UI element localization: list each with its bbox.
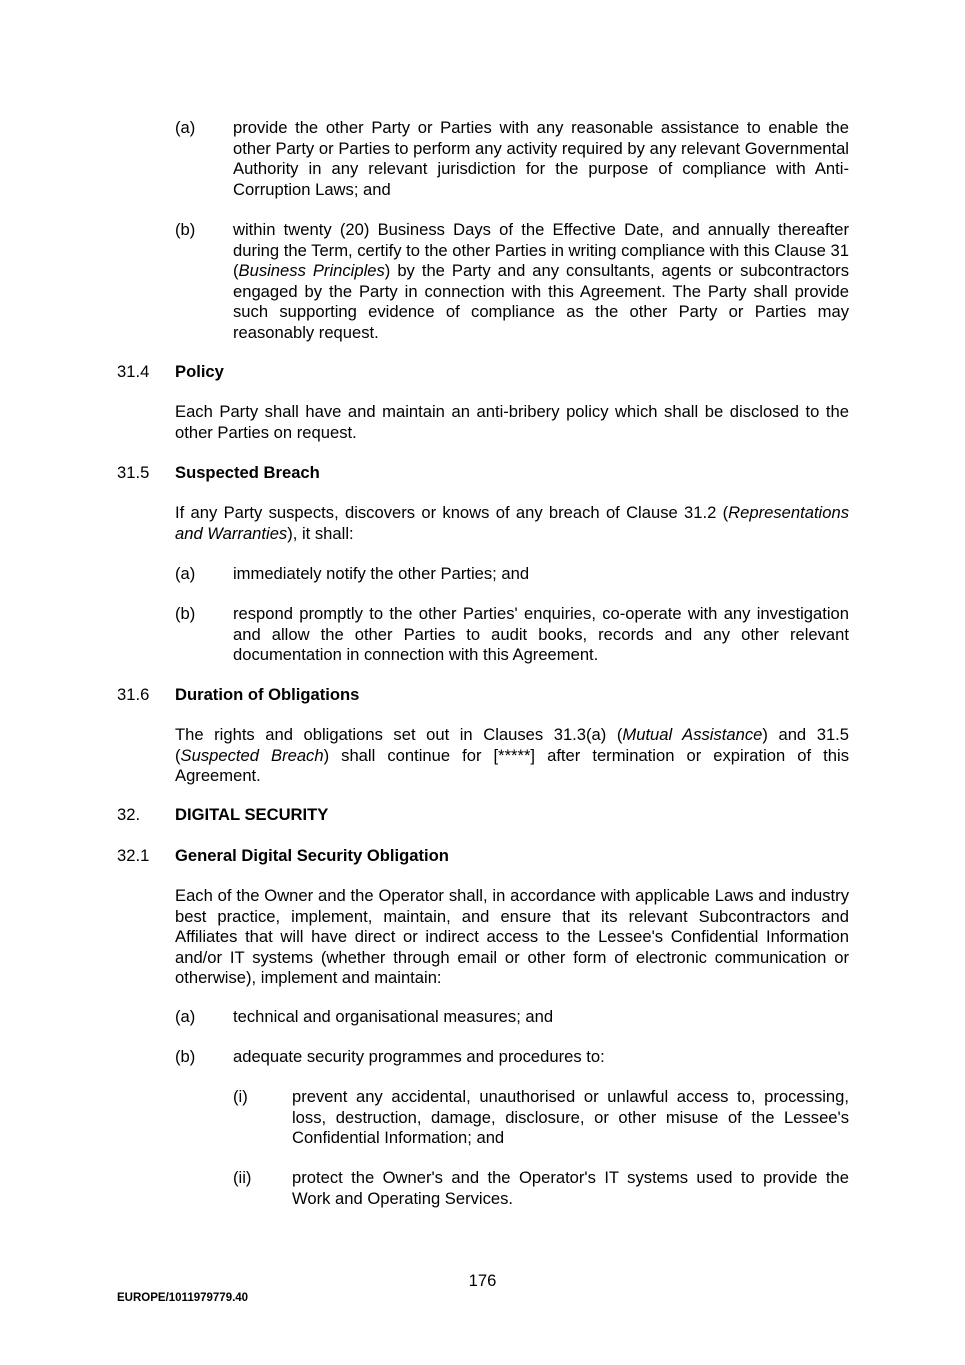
section-number: 31.5 xyxy=(117,463,150,482)
sublist-item-text: prevent any accidental, unauthorised or unlawful access to, processing, loss, destruction, damage, disclosure, or other misuse of the Lessee's Confidential Information; and xyxy=(292,1087,849,1147)
list-label: (a) xyxy=(175,564,196,583)
section-paragraph: Each Party shall have and maintain an anti-bribery policy which shall be disclosed to the other Parties on request. xyxy=(175,402,849,442)
section-title: General Digital Security Obligation xyxy=(175,846,449,865)
document-reference: EUROPE/1011979779.40 xyxy=(117,1292,249,1304)
list-item-text: technical and organisational measures; and xyxy=(233,1007,554,1026)
list-label: (b) xyxy=(175,220,196,239)
list-item-text: respond promptly to the other Parties' enquiries, co-operate with any investigation and allow the other Parties to audit books, records and any other relevant documentation in connection with this Agreement. xyxy=(233,604,849,664)
section-title: Policy xyxy=(175,362,224,381)
list-item-text: immediately notify the other Parties; and xyxy=(233,564,530,583)
sublist-label: (ii) xyxy=(233,1168,252,1187)
section-paragraph: Each of the Owner and the Operator shall, in accordance with applicable Laws and industry best practice, implement, maintain, and ensure that its relevant Subcontractors and Affiliates that will have direct or indirect access to the Lessee's Confidential Information and/or IT systems (whether through email or other form of electronic communication or otherwise), implement and maintain: xyxy=(175,886,849,987)
clause-title: DIGITAL SECURITY xyxy=(175,805,329,824)
page-number: 176 xyxy=(468,1271,497,1290)
list-label: (b) xyxy=(175,1047,196,1066)
section-number: 32.1 xyxy=(117,846,150,865)
list-label: (a) xyxy=(175,118,196,137)
section-paragraph: The rights and obligations set out in Clauses 31.3(a) (Mutual Assistance) and 31.5 (Suspected Breach) shall continue for [*****] after termination or expiration of this Agreement. xyxy=(175,725,850,785)
section-title: Duration of Obligations xyxy=(175,685,360,704)
clause-number: 32. xyxy=(117,805,141,824)
sublist-item-text: protect the Owner's and the Operator's IT systems used to provide the Work and Operating Services. xyxy=(292,1168,849,1208)
section-title: Suspected Breach xyxy=(175,463,320,482)
list-item-text: adequate security programmes and procedures to: xyxy=(233,1047,605,1066)
list-item-text: within twenty (20) Business Days of the Effective Date, and annually thereafter during the Term, certify to the other Parties in writing compliance with this Clause 31 (Business Principles) by the Party and any consultants, agents or subcontractors engaged by the Party in connection with this Agreement. The Party shall provide such supporting evidence of compliance as the other Party or Parties may reasonably request. xyxy=(233,220,849,342)
list-label: (b) xyxy=(175,604,196,623)
sublist-label: (i) xyxy=(233,1087,248,1106)
section-number: 31.4 xyxy=(117,362,150,381)
list-item-text: provide the other Party or Parties with any reasonable assistance to enable the other Party or Parties to perform any activity required by any relevant Governmental Authority in any relevant jurisdiction for the purpose of compliance with Anti-Corruption Laws; and xyxy=(233,118,849,199)
list-label: (a) xyxy=(175,1007,196,1026)
section-paragraph: If any Party suspects, discovers or knows of any breach of Clause 31.2 (Representations and Warranties), it shall: xyxy=(175,503,849,543)
section-number: 31.6 xyxy=(117,685,150,704)
